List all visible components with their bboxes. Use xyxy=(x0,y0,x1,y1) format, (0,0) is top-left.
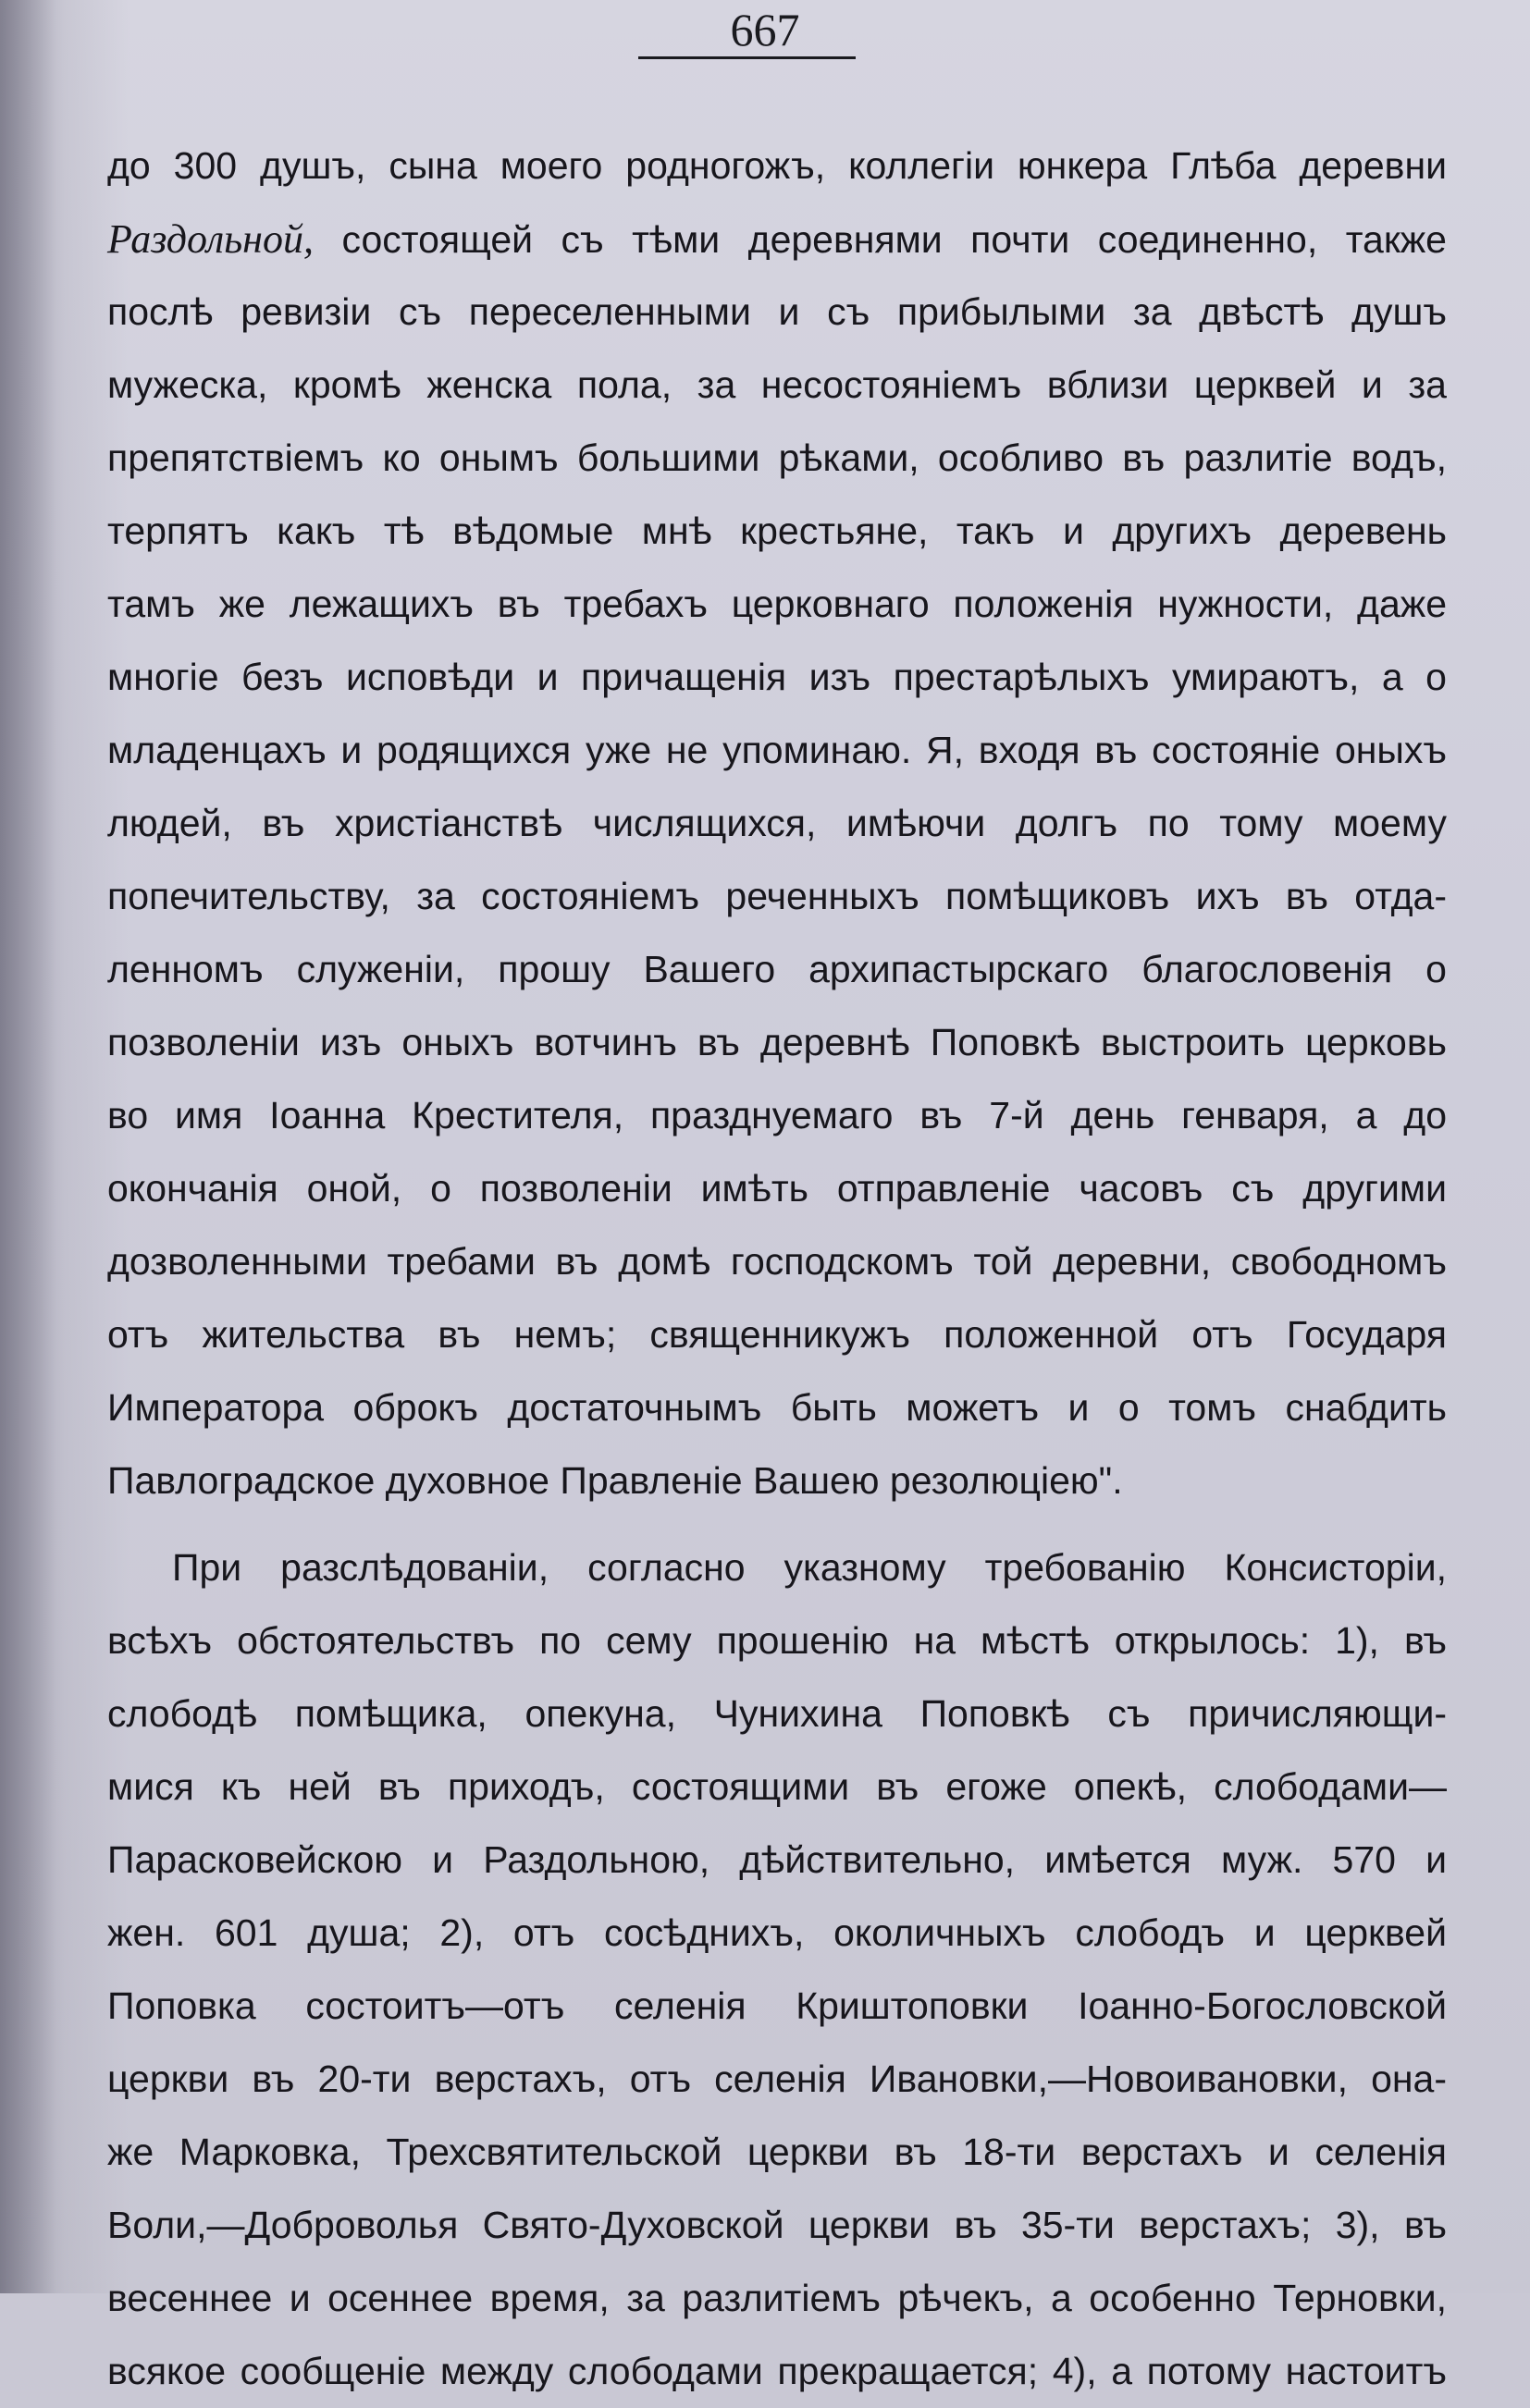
paragraph-gap xyxy=(107,1517,1447,1531)
text-line: Павлоградское духовное Правленіе Вашею резолюціею". xyxy=(107,1459,1123,1502)
text-line: же Марковка, Трехсвятительской церкви въ 18-ти верстахъ и селенія xyxy=(107,2131,1447,2173)
text-line: младенцахъ и родящихся уже не упоминаю. Я, входя въ состояніе оныхъ xyxy=(107,729,1447,771)
italic-place-name: Раздольной, xyxy=(107,216,314,262)
text-line: во имя Іоанна Крестителя, празднуемаго въ 7-й день генваря, а до xyxy=(107,1094,1447,1136)
text-line: Воли,—Доброволья Свято-Духовской церкви въ 35-ти верстахъ; 3), въ xyxy=(107,2204,1447,2246)
text-line: ленномъ служеніи, прошу Вашего архипастырскаго благословенія о xyxy=(107,948,1447,990)
body-text xyxy=(107,129,1447,2408)
text-line-rest: состоящей съ тѣми деревнями почти соединенно, также xyxy=(341,218,1447,261)
text-line: людей, въ христіанствѣ числящихся, имѣючи долгъ по тому моему xyxy=(107,802,1447,844)
text-line: мися къ ней въ приходъ, состоящими въ егоже опекѣ, слободами— xyxy=(107,1765,1447,1808)
text-line: всякое сообщеніе между слободами прекращается; 4), а потому настоитъ xyxy=(107,2350,1447,2392)
text-line: мужеска, кромѣ женска пола, за несостояніемъ вблизи церквей и за xyxy=(107,363,1447,406)
text-line: всѣхъ обстоятельствъ по сему прошенію на мѣстѣ открылось: 1), въ xyxy=(107,1619,1447,1662)
page-number-rule xyxy=(638,56,856,59)
text-line: дозволенными требами въ домѣ господскомъ той деревни, свободномъ xyxy=(107,1240,1447,1283)
text-line xyxy=(107,203,1447,276)
spine-shadow xyxy=(0,0,56,2293)
page-number: 667 xyxy=(730,4,800,55)
text-line: позволеніи изъ оныхъ вотчинъ въ деревнѣ Поповкѣ выстроить церковь xyxy=(107,1021,1447,1063)
text-line: Императора оброкъ достаточнымъ быть можетъ и о томъ снабдить xyxy=(107,1386,1447,1429)
text-line: препятствіемъ ко онымъ большими рѣками, особливо въ разлитіе водъ, xyxy=(107,436,1447,479)
text-line: тамъ же лежащихъ въ требахъ церковнаго положенія нужности, даже xyxy=(107,583,1447,625)
text-line: весеннее и осеннее время, за разлитіемъ рѣчекъ, а особенно Терновки, xyxy=(107,2277,1447,2319)
text-line: окончанія оной, о позволеніи имѣть отправленіе часовъ съ другими xyxy=(107,1167,1447,1210)
text-line: послѣ ревизіи съ переселенными и съ прибылыми за двѣстѣ душъ xyxy=(107,290,1447,333)
text-line: отъ жительства въ немъ; священникужъ положенной отъ Государя xyxy=(107,1313,1447,1356)
text-line: многіе безъ исповѣди и причащенія изъ престарѣлыхъ умираютъ, а о xyxy=(107,656,1447,698)
text-line: Поповка состоитъ—отъ селенія Криштоповки Іоанно-Богословской xyxy=(107,1984,1447,2027)
text-line: церкви въ 20-ти верстахъ, отъ селенія Ивановки,—Новоивановки, она- xyxy=(107,2058,1447,2100)
text-line: жен. 601 душа; 2), отъ сосѣднихъ, околичныхъ слободъ и церквей xyxy=(107,1911,1447,1954)
text-line: слободѣ помѣщика, опекуна, Чунихина Поповкѣ съ причисляющи- xyxy=(107,1692,1447,1735)
text-line: Парасковейскою и Раздольною, дѣйствительно, имѣется муж. 570 и xyxy=(107,1838,1447,1881)
text-line: до 300 душъ, сына моего родногожъ, коллегіи юнкера Глѣба деревни xyxy=(107,144,1447,187)
text-line: попечительству, за состояніемъ реченныхъ помѣщиковъ ихъ въ отда- xyxy=(107,875,1447,917)
text-line: При разслѣдованіи, согласно указному требованію Консисторіи, xyxy=(172,1546,1447,1589)
text-line: терпятъ какъ тѣ вѣдомые мнѣ крестьяне, такъ и другихъ деревень xyxy=(107,510,1447,552)
